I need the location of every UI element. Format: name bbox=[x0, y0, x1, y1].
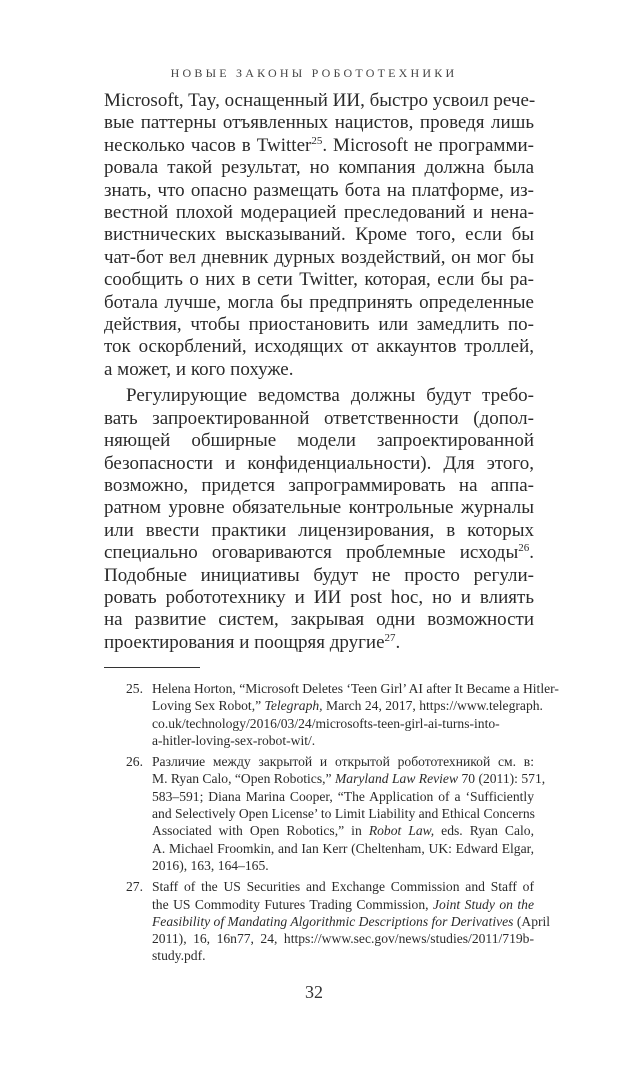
text-segment: Подобные инициативы будут не просто регули- bbox=[104, 564, 534, 586]
text-segment: the US Commodity Futures Trading Commission, bbox=[152, 896, 433, 912]
text-line bbox=[104, 224, 534, 246]
text-segment: специально оговариваются проблемные исходы bbox=[104, 542, 519, 564]
text-segment: или ввести практики лицензирования, в которых bbox=[104, 519, 534, 541]
footnote-25 bbox=[104, 680, 559, 749]
text-line bbox=[152, 805, 534, 822]
text-line bbox=[104, 292, 534, 314]
footnote-number: 26. bbox=[126, 754, 143, 770]
text-line bbox=[152, 896, 534, 913]
text-line bbox=[152, 697, 543, 714]
text-segment: чат-бот вел дневник дурных воздействий, он мог бы bbox=[104, 246, 534, 268]
text-line bbox=[104, 269, 534, 291]
text-segment: няющей обширные модели запроектированной bbox=[104, 430, 534, 452]
footnote-reference: 27 bbox=[384, 631, 396, 644]
text-line bbox=[104, 520, 534, 542]
italic-title: Feasibility of Mandating Algorithmic Descriptions for Derivatives bbox=[152, 913, 514, 929]
text-segment: Регулирующие ведомства должны будут требо- bbox=[126, 385, 534, 407]
text-segment: March 24, 2017, https://www.telegraph. bbox=[322, 698, 543, 714]
text-line bbox=[104, 157, 534, 179]
footnote-divider bbox=[104, 667, 200, 668]
text-segment: несколько часов в Twitter bbox=[104, 134, 312, 156]
text-segment: вистнических высказываний. Кроме того, если бы bbox=[104, 224, 534, 246]
text-line bbox=[152, 680, 559, 697]
text-segment: знать, что опасно размещать бота на платформе, из- bbox=[104, 179, 534, 201]
text-segment: 2011), 16, 16n77, 24, https://www.sec.gov/news/studies/2011/719b- bbox=[152, 931, 534, 947]
text-segment: . Microsoft не программи- bbox=[322, 134, 534, 156]
text-line bbox=[152, 878, 534, 895]
text-line bbox=[104, 542, 534, 564]
text-segment: ровать робототехнику и ИИ post hoc, но и влиять bbox=[104, 586, 534, 608]
text-segment: проектирования и поощряя другие bbox=[104, 631, 385, 653]
italic-title: Joint Study on the bbox=[433, 896, 534, 912]
text-line bbox=[104, 632, 534, 654]
text-segment: безопасности и конфиденциальности). Для этого, bbox=[104, 452, 534, 474]
text-segment: (April bbox=[513, 913, 551, 929]
text-line bbox=[104, 247, 534, 269]
footnote-27 bbox=[104, 878, 551, 964]
text-line bbox=[104, 90, 534, 112]
text-segment: 70 (2011): 571, bbox=[458, 771, 546, 787]
text-line bbox=[152, 840, 534, 857]
text-line bbox=[104, 135, 534, 157]
text-line bbox=[104, 430, 534, 452]
text-segment: а может, и кого похуже. bbox=[104, 358, 294, 380]
footnote-number: 25. bbox=[126, 681, 143, 696]
text-segment: co.uk/technology/2016/03/24/microsofts-teen-girl-ai-turns-into- bbox=[152, 715, 500, 731]
italic-title: Telegraph, bbox=[264, 698, 323, 714]
text-line bbox=[104, 609, 534, 631]
running-header: НОВЫЕ ЗАКОНЫ РОБОТОТЕХНИКИ bbox=[170, 66, 458, 80]
text-segment: a-hitler-loving-sex-robot-wit/. bbox=[152, 732, 316, 748]
text-segment: . bbox=[529, 542, 534, 564]
text-segment: возможно, придется запрограммировать на аппа- bbox=[104, 474, 534, 496]
footnote-reference: 25 bbox=[311, 134, 323, 147]
text-line bbox=[152, 822, 534, 839]
text-line bbox=[152, 770, 546, 787]
footnotes bbox=[104, 680, 559, 969]
text-segment: study.pdf. bbox=[152, 948, 206, 964]
text-segment: A. Michael Froomkin, and Ian Kerr (Cheltenham, UK: Edward Elgar, bbox=[152, 840, 534, 856]
text-line bbox=[152, 715, 534, 732]
text-segment: ратном уровне обязательные контрольные журналы bbox=[104, 497, 534, 519]
body-text bbox=[104, 90, 534, 654]
text-segment: M. Ryan Calo, “Open Robotics,” bbox=[152, 771, 335, 787]
text-segment: Associated with Open Robotics,” in bbox=[152, 823, 369, 839]
text-segment: действия, чтобы приостановить или замедлить по- bbox=[104, 314, 534, 336]
text-line bbox=[152, 788, 534, 805]
text-segment: вать запроектированной ответственности (допол- bbox=[104, 407, 534, 429]
text-line bbox=[104, 180, 534, 202]
text-segment: Loving Sex Robot,” bbox=[152, 698, 265, 714]
text-line bbox=[104, 112, 534, 134]
paragraph-2 bbox=[104, 385, 534, 654]
text-line bbox=[104, 359, 534, 381]
text-line bbox=[104, 385, 534, 407]
italic-title: Robot Law, bbox=[368, 823, 435, 839]
italic-title: Maryland Law Review bbox=[334, 771, 459, 787]
text-line bbox=[104, 475, 534, 497]
text-line bbox=[104, 314, 534, 336]
text-segment: eds. Ryan Calo, bbox=[434, 823, 535, 839]
text-line bbox=[152, 930, 534, 947]
text-segment: ровала такой результат, но компания должна была bbox=[104, 157, 534, 179]
text-segment: . bbox=[395, 631, 401, 653]
text-segment: Helena Horton, “Microsoft Deletes ‘Teen Girl’ AI after It Became a Hitler- bbox=[152, 681, 559, 696]
text-line bbox=[152, 947, 534, 964]
text-line bbox=[152, 753, 534, 770]
footnote-26 bbox=[104, 753, 546, 874]
paragraph-1 bbox=[104, 90, 534, 381]
text-segment: сообщить о них в сети Twitter, которая, если бы ра- bbox=[104, 269, 534, 291]
text-segment: ток оскорблений, исходящих от аккаунтов троллей, bbox=[104, 336, 534, 358]
text-line bbox=[104, 453, 534, 475]
text-line bbox=[152, 913, 551, 930]
text-segment: вые паттерны отъявленных нацистов, проведя лишь bbox=[104, 112, 534, 134]
text-segment: Staff of the US Securities and Exchange Commission and Staff of bbox=[152, 879, 534, 895]
text-segment: ботала лучше, могла бы предпринять определенные bbox=[104, 291, 534, 313]
text-line bbox=[152, 732, 534, 749]
text-line bbox=[104, 565, 534, 587]
text-segment: 583–591; Diana Marina Cooper, “The Application of a ‘Sufficiently bbox=[152, 788, 534, 804]
text-line bbox=[104, 202, 534, 224]
text-line bbox=[104, 587, 534, 609]
text-segment: 2016), 163, 164–165. bbox=[152, 857, 269, 873]
page-number: 32 bbox=[305, 982, 323, 1002]
footnote-reference: 26 bbox=[518, 542, 530, 555]
text-segment: Различие между закрытой и открытой робототехникой см. в: bbox=[152, 754, 534, 770]
text-line bbox=[104, 336, 534, 358]
footnote-number: 27. bbox=[126, 879, 143, 895]
text-line bbox=[104, 408, 534, 430]
text-line bbox=[152, 857, 534, 874]
text-line bbox=[104, 497, 534, 519]
text-segment: Microsoft, Tay, оснащенный ИИ, быстро усвоил рече- bbox=[104, 90, 536, 111]
text-segment: and Selectively Open License’ to Limit Liability and Ethical Concerns bbox=[152, 806, 535, 822]
text-segment: на развитие систем, закрывая одни возможности bbox=[104, 609, 534, 631]
text-segment: вестной плохой модерацией преследований и нена- bbox=[104, 202, 534, 224]
